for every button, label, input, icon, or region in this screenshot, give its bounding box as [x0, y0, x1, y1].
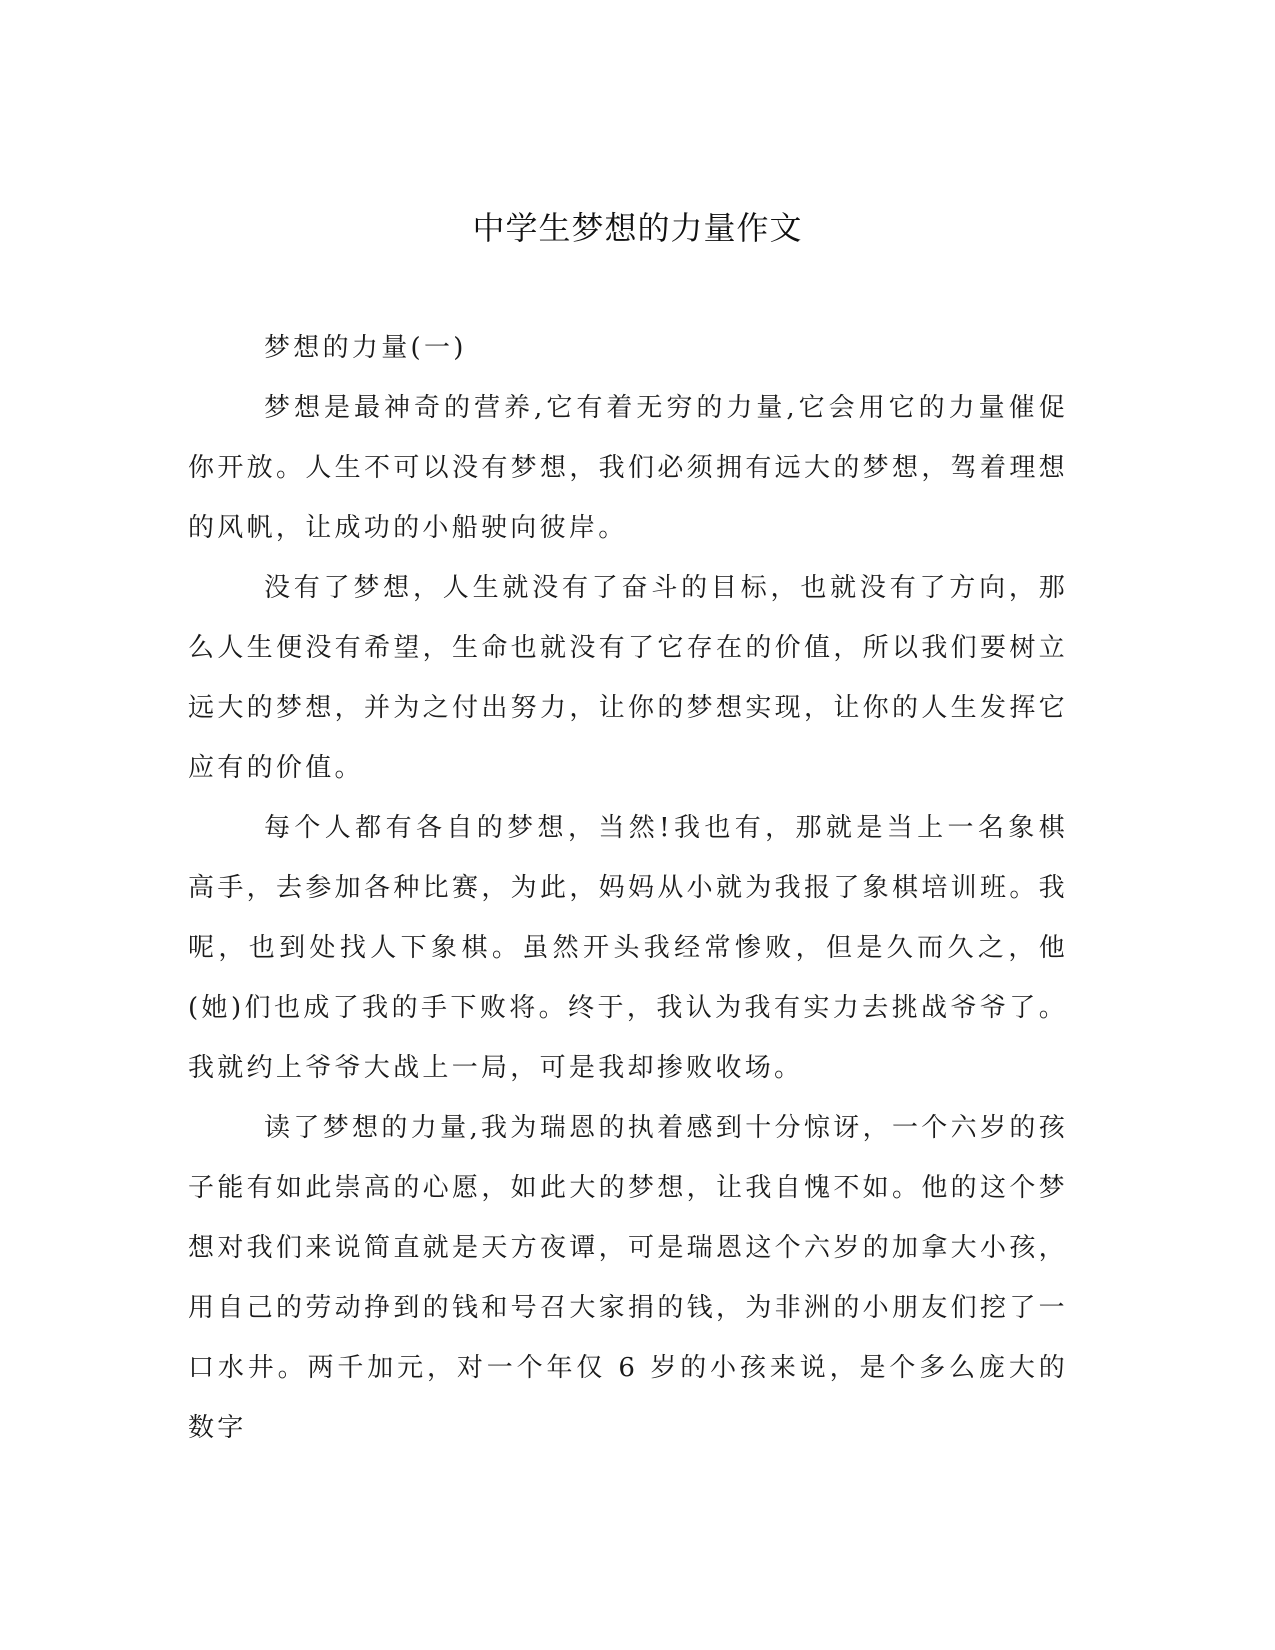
paragraph: 读了梦想的力量,我为瑞恩的执着感到十分惊讶，一个六岁的孩子能有如此崇高的心愿，如此大的梦想，让我自愧不如。他的这个梦想对我们来说简直就是天方夜谭，可是瑞恩这个六岁的加拿大小孩，用自己的劳动挣到的钱和号召大家捐的钱，为非洲的小朋友们挖了一口水井。两千加元，对一个年仅 6 岁的小孩来说，是个多么庞大的数字: [188, 1113, 1068, 1443]
document-title: 中学生梦想的力量作文: [472, 209, 803, 247]
section-heading: 梦想的力量(一): [264, 333, 467, 363]
paragraph: 没有了梦想，人生就没有了奋斗的目标，也就没有了方向，那么人生便没有希望，生命也就没有了它存在的价值，所以我们要树立远大的梦想，并为之付出努力，让你的梦想实现，让你的人生发挥它应有的价值。: [188, 573, 1068, 783]
paragraph: 梦想是最神奇的营养,它有着无穷的力量,它会用它的力量催促你开放。人生不可以没有梦想，我们必须拥有远大的梦想，驾着理想的风帆，让成功的小船驶向彼岸。: [188, 393, 1068, 543]
paragraph: 每个人都有各自的梦想，当然!我也有，那就是当上一名象棋高手，去参加各种比赛，为此，妈妈从小就为我报了象棋培训班。我呢，也到处找人下象棋。虽然开头我经常惨败，但是久而久之，他(她)们也成了我的手下败将。终于，我认为我有实力去挑战爷爷了。我就约上爷爷大战上一局，可是我却掺败收场。: [188, 813, 1068, 1083]
document-body: [188, 318, 1068, 1458]
